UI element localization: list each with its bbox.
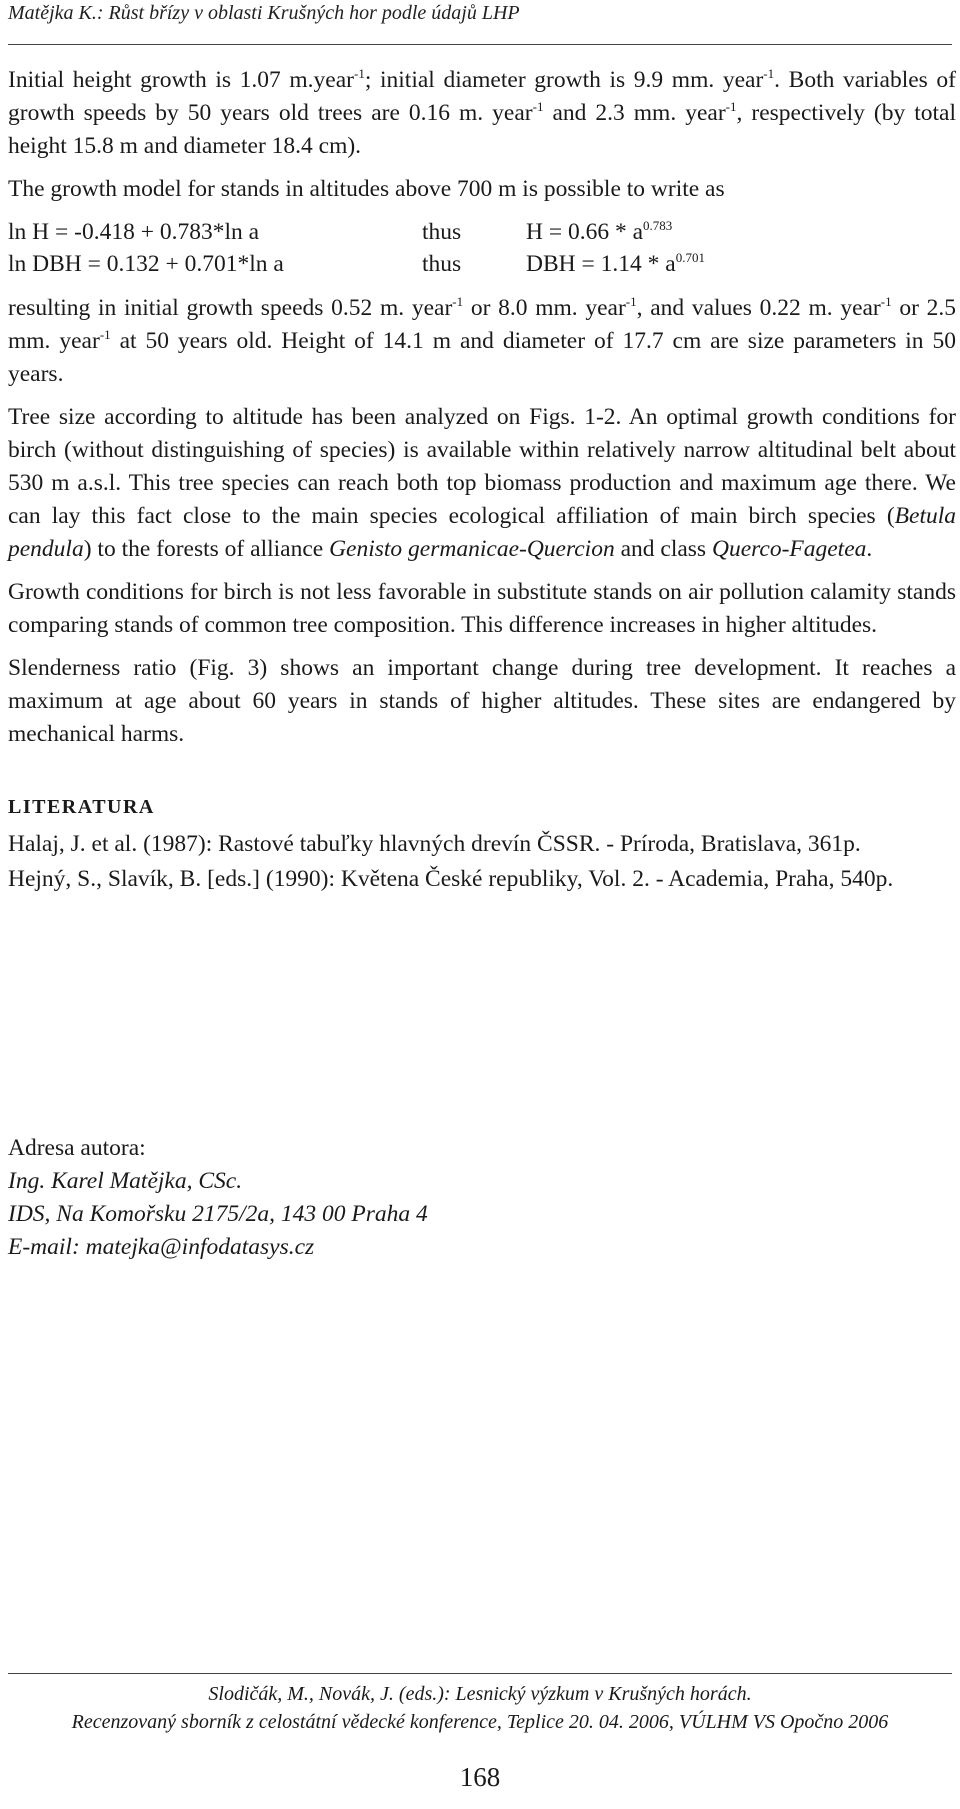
equation-exponent: 0.783 [643, 218, 673, 233]
equation-rhs [526, 216, 672, 249]
equation-rhs [526, 248, 705, 281]
paragraph-growth-speeds [8, 64, 956, 163]
species-name: Betula pendula [8, 503, 956, 562]
body-text [8, 64, 956, 898]
p3-text-a: resulting in initial growth speeds 0.52 m. year [8, 295, 453, 321]
p1-sup-d: -1 [725, 99, 737, 114]
reference-item: Hejný, S., Slavík, B. [eds.] (1990): Květena České republiky, Vol. 2. - Academia, Praha, 540p. [8, 866, 894, 892]
p3-text-b: or 8.0 mm. year [463, 295, 626, 321]
p3-text-c: , and values 0.22 m. year [636, 295, 881, 321]
equation-rhs-text: H = 0.66 * a [526, 219, 644, 245]
p1-text-c: . Both variables of growth speeds by 50 years old trees are 0.16 m. year [8, 67, 957, 126]
equation-height [8, 216, 956, 248]
p3-text-e: at 50 years old. Height of 14.1 m and diameter of 17.7 cm are size parameters in 50 years. [8, 328, 956, 387]
paragraph-slenderness: Slenderness ratio (Fig. 3) shows an important change during tree development. It reaches a maximum at age about 60 years in stands of higher altitudes. These sites are endangered by mechanical harms. [8, 655, 956, 747]
equation-exponent: 0.701 [675, 250, 705, 265]
footer-rule [8, 1673, 952, 1674]
p1-sup-a: -1 [353, 66, 365, 81]
p1-text-e: , respectively (by total height 15.8 m and diameter 18.4 cm). [8, 100, 957, 159]
author-email: E-mail: matejka@infodatasys.cz [8, 1234, 315, 1260]
header-rule [8, 44, 952, 45]
equation-block [8, 216, 956, 280]
literature-heading: LITERATURA [8, 796, 155, 818]
class-name: Querco-Fagetea [711, 536, 867, 562]
author-name: Ing. Karel Matějka, CSc. [8, 1168, 243, 1194]
p3-sup-a: -1 [452, 294, 464, 309]
p1-text-a: Initial height growth is 1.07 m.year [8, 67, 354, 93]
p1-sup-c: -1 [532, 99, 544, 114]
address-label: Adresa autora: [8, 1135, 146, 1161]
footer-line-1: Slodičák, M., Novák, J. (eds.): Lesnický výzkum v Krušných horách. [208, 1683, 752, 1705]
p4-text-e: and class [614, 536, 712, 562]
p4-text-a: Tree size according to altitude has been analyzed on Figs. 1-2. An optimal growth conditions for birch (without distinguishing of species) is available within relatively narrow altitudinal belt about 530 m a.s.l. This tree species can reach both top biomass production and maximum age there. We can lay this fact close to the main species ecological affiliation of main birch species ( [8, 404, 956, 529]
p3-sup-c: -1 [880, 294, 892, 309]
equation-thus: thus [422, 251, 462, 277]
author-address [8, 1132, 428, 1264]
p3-sup-b: -1 [625, 294, 637, 309]
p3-sup-d: -1 [99, 327, 111, 342]
paragraph-substitute-stands: Growth conditions for birch is not less favorable in substitute stands on air pollution calamity stands comparing stands of common tree composition. This difference increases in higher altitudes. [8, 579, 956, 638]
equation-diameter [8, 248, 956, 280]
equation-thus: thus [422, 219, 462, 245]
p1-sup-b: -1 [763, 66, 775, 81]
page-number: 168 [459, 1762, 501, 1792]
equation-rhs-text: DBH = 1.14 * a [526, 251, 676, 277]
paragraph-growth-model: The growth model for stands in altitudes above 700 m is possible to write as [8, 176, 725, 202]
reference-item: Halaj, J. et al. (1987): Rastové tabuľky hlavných drevín ČSSR. - Príroda, Bratislava, 361p. [8, 831, 861, 857]
paragraph-tree-size [8, 401, 956, 566]
p1-text-b: ; initial diameter growth is 9.9 mm. year [364, 67, 764, 93]
p1-text-d: and 2.3 mm. year [543, 100, 726, 126]
p4-text-g: . [866, 536, 873, 562]
running-head: Matějka K.: Růst břízy v oblasti Krušných hor podle údajů LHP [8, 2, 520, 24]
paragraph-initial-speeds [8, 292, 956, 391]
p4-text-c: ) to the forests of alliance [83, 536, 330, 562]
p3-text-d: or 2.5 mm. year [8, 295, 956, 354]
author-institution: IDS, Na Komořsku 2175/2a, 143 00 Praha 4 [8, 1201, 428, 1227]
equation-lhs: ln H = -0.418 + 0.783*ln a [8, 219, 260, 245]
footer-line-2: Recenzovaný sborník z celostátní vědecké konference, Teplice 20. 04. 2006, VÚLHM VS Opočno 2006 [71, 1711, 889, 1733]
alliance-name: Genisto germanicae-Quercion [329, 536, 615, 562]
equation-lhs: ln DBH = 0.132 + 0.701*ln a [8, 251, 284, 277]
